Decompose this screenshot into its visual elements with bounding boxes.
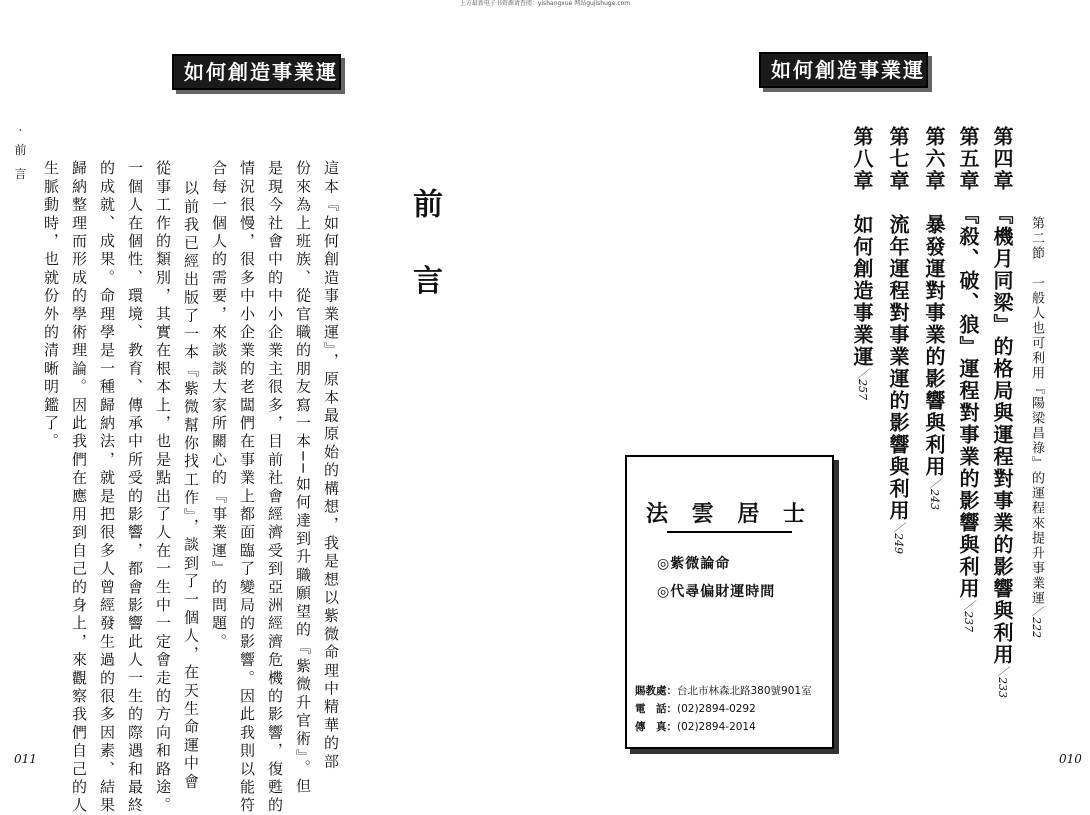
- toc-page: ／249: [892, 522, 905, 554]
- toc-chapter: 第六章: [922, 126, 946, 192]
- toc-page: ／257: [856, 368, 869, 400]
- section-label: ‧ 前 言: [13, 128, 27, 184]
- preface-column: 的成就、成果。命理學是一種歸納法，就是把很多人曾經發生過的很多因素、結果: [98, 160, 116, 815]
- ad-contact-row: [635, 701, 756, 716]
- toc-page: ／243: [928, 478, 941, 510]
- toc-entry: [881, 126, 915, 554]
- ad-service: ◎代尋偏財運時間: [657, 584, 776, 600]
- page-number: 011: [14, 752, 37, 766]
- preface-column: 這本『如何創造事業運』，原本最原始的構想，我是想以紫微命理中精華的部: [322, 160, 340, 772]
- top-note: 上方最新电子书资源请查阅：yishangxue 网站gujishuge.com: [459, 0, 631, 7]
- toc-entry: [845, 126, 879, 400]
- toc-title: 『殺、破、狼』運程對事業的影響與利用: [956, 214, 980, 600]
- toc-title: 『機月同梁』的格局與運程對事業的影響與利用: [990, 214, 1014, 666]
- right-page: [545, 10, 1090, 784]
- toc-chapter: 第七章: [886, 126, 910, 192]
- toc-entry: [985, 126, 1019, 698]
- toc-page: ／233: [996, 666, 1009, 698]
- page-number: 010: [1059, 752, 1082, 766]
- author-name: 法 雲 居 士: [646, 501, 813, 527]
- ad-contact-row: [635, 719, 756, 734]
- preface-column: 歸納整理而形成的學術理論。因此我們在應用到自己的身上，來觀察我們自己的人: [70, 160, 88, 815]
- preface-column: 以前我已經出版了一本『紫微幫你找工作』，談到了一個人，在天生命運中會: [182, 180, 200, 792]
- left-page: [0, 10, 545, 815]
- toc-title: 如何創造事業運: [850, 214, 874, 368]
- toc-title: 流年運程對事業運的影響與利用: [886, 214, 910, 522]
- preface-title: 前 言: [407, 188, 442, 313]
- running-header: 如何創造事業運: [759, 52, 928, 88]
- running-header: 如何創造事業運: [172, 54, 341, 90]
- preface-column: 是現今社會中的中小企業主很多，目前社會經濟受到亞洲經濟危機的影響，復甦的: [266, 160, 284, 815]
- contact-label: 賜教處：: [635, 685, 677, 697]
- toc-entry: [951, 126, 985, 632]
- ad-contact-row: [635, 683, 812, 698]
- toc-title: 暴發運對事業的影響與利用: [922, 214, 946, 478]
- preface-column: 合每一個人的需要，來談談大家所關心的『事業運』的問題。: [210, 160, 228, 652]
- contact-label: 傳 真：: [635, 721, 677, 733]
- preface-column: 份來為上班族、從官職的朋友寫一本──如何達到升職願望的『紫微升官術』。但: [294, 160, 312, 796]
- toc-chapter: 第八章: [850, 126, 874, 192]
- preface-column: 生脈動時，也就份外的清晰明鑑了。: [42, 160, 60, 452]
- contact-value: 台北市林森北路380號901室: [677, 685, 812, 697]
- divider: [667, 531, 792, 533]
- toc-sub-label: 第二節 一般人也可利用『陽梁昌祿』的運程來提升事業運: [1029, 216, 1044, 606]
- toc-entry: [917, 126, 951, 510]
- contact-label: 電 話：: [635, 703, 677, 715]
- ad-service: ◎紫微論命: [657, 556, 731, 572]
- toc-chapter: 第五章: [956, 126, 980, 192]
- preface-column: 一個人在個性、環境、教育、傳承中所受的影響，都會影響此人一生的際遇和最終: [126, 160, 144, 815]
- toc-sub-page: ／222: [1030, 606, 1043, 638]
- preface-column: 情況很慢，很多中小企業的老闆們在事業上都面臨了變局的影響。因此我則以能符: [238, 160, 256, 815]
- author-ad-box: [625, 455, 834, 749]
- toc-sub-entry: [1023, 216, 1049, 638]
- contact-value: (02)2894-0292: [677, 703, 756, 715]
- contact-value: (02)2894-2014: [677, 721, 756, 733]
- toc-chapter: 第四章: [990, 126, 1014, 192]
- toc-page: ／237: [962, 600, 975, 632]
- preface-column: 從事工作的類別，其實在根本上，也是點出了人在一生中一定會走的方向和路途。: [154, 160, 172, 815]
